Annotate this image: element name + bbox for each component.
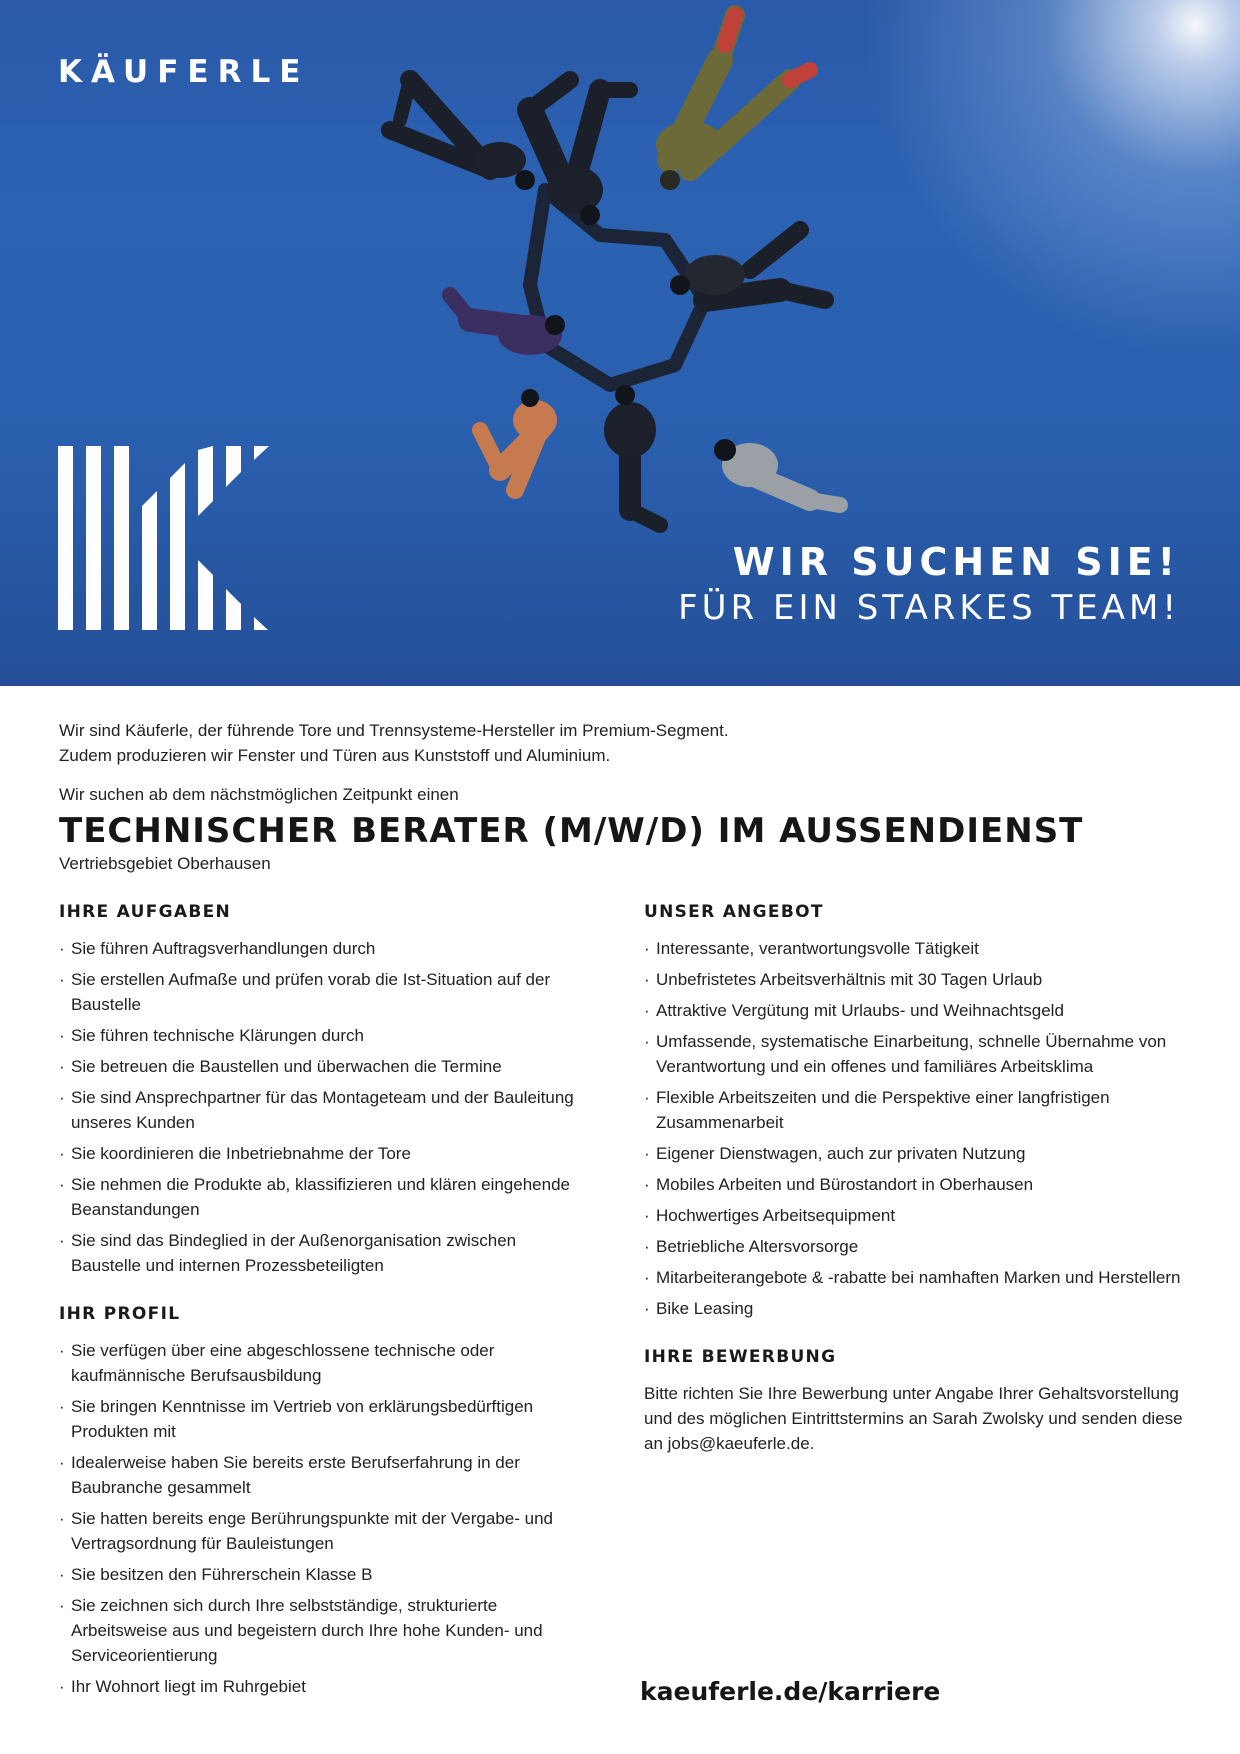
list-item: · Sie sind Ansprechpartner für das Montageteam und der Bauleitung unseres Kunden (59, 1085, 589, 1135)
list-item: · Interessante, verantwortungsvolle Tätigkeit (644, 936, 1184, 961)
hero-headline (678, 540, 1180, 630)
list-item: · Ihr Wohnort liegt im Ruhrgebiet (59, 1674, 589, 1699)
list-item: · Bike Leasing (644, 1296, 1184, 1321)
list-item: · Betriebliche Altersvorsorge (644, 1234, 1184, 1259)
intro-text (59, 718, 1184, 768)
list-item: · Sie führen Auftragsverhandlungen durch (59, 936, 589, 961)
headline-line2: FÜR EIN STARKES TEAM! (678, 587, 1180, 628)
k-stripes-logo-icon (58, 446, 296, 630)
list-item: · Eigener Dienstwagen, auch zur privaten Nutzung (644, 1141, 1184, 1166)
hero-banner (0, 0, 1240, 686)
list-item: · Sie erstellen Aufmaße und prüfen vorab die Ist-Situation auf der Baustelle (59, 967, 589, 1017)
list-item: · Sie betreuen die Baustellen und überwachen die Termine (59, 1054, 589, 1079)
angebot-heading: UNSER ANGEBOT (644, 902, 824, 922)
career-link[interactable]: kaeuferle.de/karriere (640, 1677, 941, 1706)
list-item: · Mobiles Arbeiten und Bürostandort in Oberhausen (644, 1172, 1184, 1197)
list-item: · Flexible Arbeitszeiten und die Perspektive einer langfristigen Zusammenarbeit (644, 1085, 1184, 1135)
list-item: · Hochwertiges Arbeitsequipment (644, 1203, 1184, 1228)
list-item: · Sie zeichnen sich durch Ihre selbstständige, strukturierte Arbeitsweise aus und begeistern durch Ihre hohe Kunden- und Serviceorientierung (59, 1593, 589, 1668)
angebot-list (644, 936, 1184, 1321)
list-item: · Attraktive Vergütung mit Urlaubs- und Weihnachtsgeld (644, 998, 1184, 1023)
profil-list (59, 1338, 589, 1699)
intro-line1: Wir sind Käuferle, der führende Tore und Trennsysteme-Hersteller im Premium-Segment. (59, 721, 729, 740)
skydivers-formation-photo (370, 0, 940, 540)
bewerbung-text: Bitte richten Sie Ihre Bewerbung unter Angabe Ihrer Gehaltsvorstellung und des möglichen Eintrittstermins an Sarah Zwolsky und senden diese an jobs@kaeuferle.de. (644, 1384, 1183, 1453)
brand-logo: KÄUFERLE (58, 54, 310, 90)
list-item: · Mitarbeiterangebote & -rabatte bei namhaften Marken und Herstellern (644, 1265, 1184, 1290)
list-item: · Sie sind das Bindeglied in der Außenorganisation zwischen Baustelle und internen Prozessbeteiligten (59, 1228, 589, 1278)
right-column (644, 902, 1184, 1456)
list-item: · Sie führen technische Klärungen durch (59, 1023, 589, 1048)
list-item: · Idealerweise haben Sie bereits erste Berufserfahrung in der Baubranche gesammelt (59, 1450, 589, 1500)
job-title: TECHNISCHER BERATER (M/W/D) IM AUSSENDIENST (59, 811, 1084, 851)
left-column (59, 902, 589, 1705)
list-item: · Umfassende, systematische Einarbeitung, schnelle Übernahme von Verantwortung und ein offenes und familiäres Arbeitsklima (644, 1029, 1184, 1079)
list-item: · Sie besitzen den Führerschein Klasse B (59, 1562, 589, 1587)
list-item: · Sie koordinieren die Inbetriebnahme der Tore (59, 1141, 589, 1166)
aufgaben-heading: IHRE AUFGABEN (59, 902, 232, 922)
profil-heading: IHR PROFIL (59, 1304, 181, 1324)
headline-line1: WIR SUCHEN SIE! (732, 540, 1180, 584)
job-region: Vertriebsgebiet Oberhausen (59, 853, 271, 873)
aufgaben-list (59, 936, 589, 1278)
intro-line2: Zudem produzieren wir Fenster und Türen aus Kunststoff und Aluminium. (59, 746, 611, 765)
job-lead: Wir suchen ab dem nächstmöglichen Zeitpunkt einen (59, 785, 459, 804)
list-item: · Sie hatten bereits enge Berührungspunkte mit der Vergabe- und Vertragsordnung für Bauleistungen (59, 1506, 589, 1556)
job-intro (59, 718, 1184, 874)
list-item: · Sie nehmen die Produkte ab, klassifizieren und klären eingehende Beanstandungen (59, 1172, 589, 1222)
list-item: · Sie verfügen über eine abgeschlossene technische oder kaufmännische Berufsausbildung (59, 1338, 589, 1388)
list-item: · Sie bringen Kenntnisse im Vertrieb von erklärungsbedürftigen Produkten mit (59, 1394, 589, 1444)
list-item: · Unbefristetes Arbeitsverhältnis mit 30 Tagen Urlaub (644, 967, 1184, 992)
bewerbung-heading: IHRE BEWERBUNG (644, 1347, 837, 1367)
